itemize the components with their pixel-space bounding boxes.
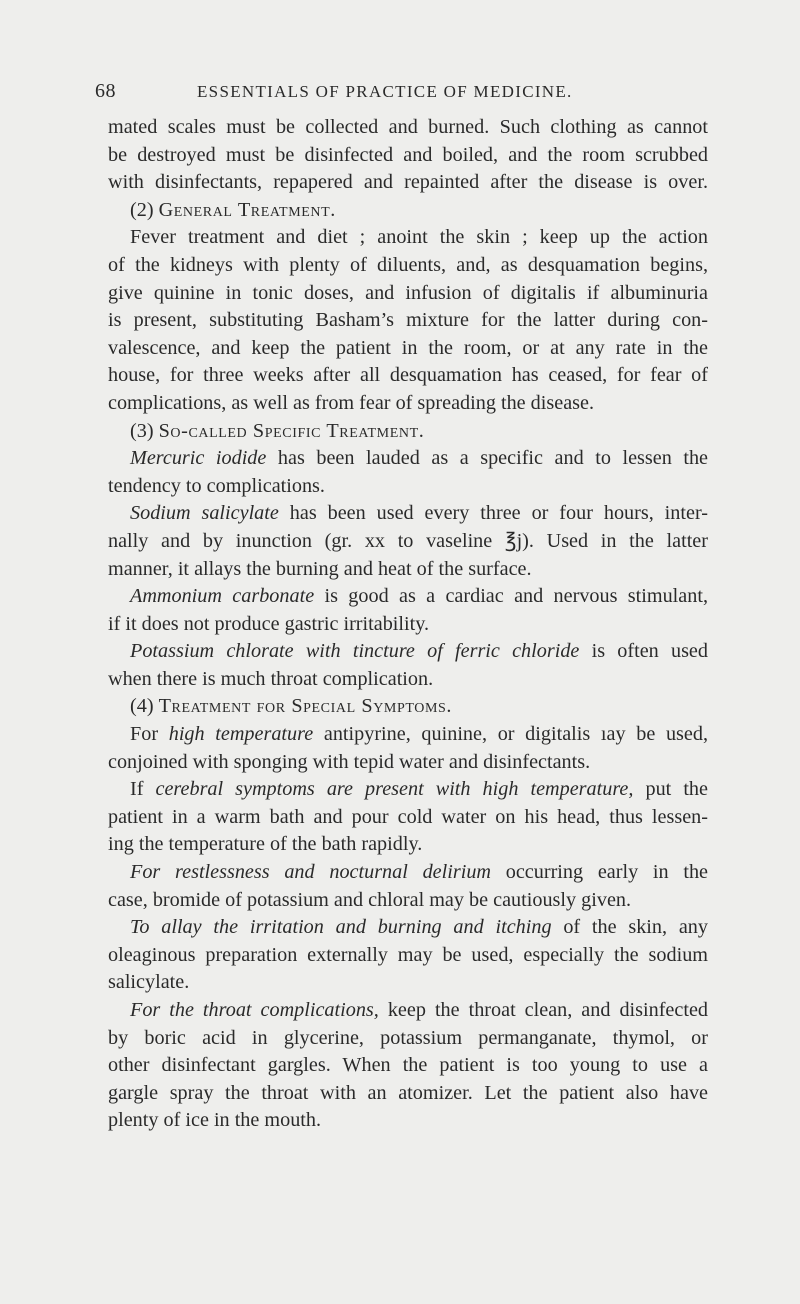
text-line <box>108 142 708 170</box>
text-run: (3) <box>130 419 159 442</box>
text-run: nally and by inunction (gr. xx to vaseline ℥j). Used in the latter <box>108 529 708 552</box>
text-run: plenty of ice in the mouth. <box>108 1109 322 1132</box>
text-run: Fever treatment and diet ; anoint the skin ; keep up the action <box>130 226 708 249</box>
text-run: complications, as well as from fear of spreading the disease. <box>108 391 595 414</box>
section-heading: General Treatment. <box>158 198 336 221</box>
section-heading: Treatment for Special Symptoms. <box>158 695 453 718</box>
text-line <box>108 721 708 749</box>
text-line <box>108 307 708 335</box>
text-run: conjoined with sponging with tepid water and disinfectants. <box>108 750 591 773</box>
text-line <box>108 280 708 308</box>
text-run: antipyrine, quinine, or digitalis ıay be used, <box>313 723 709 746</box>
text-run: manner, it allays the burning and heat of the surface. <box>108 557 532 580</box>
text-line <box>108 831 708 859</box>
text-line <box>108 362 708 390</box>
text-run: has been lauded as a specific and to lessen the <box>266 447 708 470</box>
section-heading: So-called Specific Treatment. <box>158 419 425 442</box>
italic-term: Ammonium carbonate <box>130 585 315 608</box>
text-line <box>108 942 708 970</box>
text-run: other disinfectant gargles. When the patient is too young to use a <box>108 1054 708 1077</box>
text-run: when there is much throat complication. <box>108 667 434 690</box>
italic-term: To allay the irritation and burning and itching <box>130 916 552 939</box>
text-run: occurring early in the <box>491 861 708 884</box>
body-text <box>108 114 708 1135</box>
text-run: patient in a warm bath and pour cold water on his head, thus lessen- <box>108 805 708 828</box>
text-run: keep the throat clean, and disinfected <box>378 999 709 1021</box>
text-run: For <box>130 723 169 746</box>
text-run: oleaginous preparation externally may be used, especially the sodium <box>108 943 708 966</box>
running-head: ESSENTIALS OF PRACTICE OF MEDICINE. <box>197 82 573 101</box>
text-line <box>108 914 708 942</box>
text-run: gargle spray the throat with an atomizer. Let the patient also have <box>108 1081 708 1104</box>
page-number: 68 <box>95 80 116 102</box>
text-line <box>108 666 708 694</box>
text-run: give quinine in tonic doses, and infusion of digitalis if albuminuria <box>108 281 708 304</box>
text-run: has been used every three or four hours, inter- <box>278 502 708 525</box>
text-run: with disinfectants, repapered and repainted after the disease is over. <box>108 171 708 194</box>
italic-term: Sodium salicylate <box>130 502 279 525</box>
text-line <box>108 445 708 473</box>
text-line <box>108 749 708 777</box>
text-line <box>108 197 708 225</box>
text-run: salicylate. <box>108 971 190 994</box>
text-run: is present, substituting Basham’s mixture for the latter during con- <box>108 309 708 332</box>
text-line <box>108 1052 708 1080</box>
text-line <box>108 473 708 501</box>
text-line <box>108 252 708 280</box>
text-line <box>108 804 708 832</box>
text-run: ing the temperature of the bath rapidly. <box>108 833 423 856</box>
italic-term: Mercuric iodide <box>130 447 267 470</box>
text-run: is good as a cardiac and nervous stimulant, <box>314 585 708 608</box>
text-run: of the skin, any <box>551 916 708 939</box>
text-line <box>108 1025 708 1053</box>
text-run: valescence, and keep the patient in the room, or at any rate in the <box>108 336 708 359</box>
text-run: put the <box>633 778 708 801</box>
text-line <box>108 969 708 997</box>
italic-term: For the throat complications, <box>130 999 379 1021</box>
text-line <box>108 611 708 639</box>
text-line <box>108 335 708 363</box>
italic-term: For restlessness and nocturnal delirium <box>130 861 491 884</box>
text-run: is often used <box>579 640 708 663</box>
text-line <box>108 859 708 887</box>
text-run: (2) <box>130 198 159 221</box>
text-line <box>108 887 708 915</box>
text-line <box>108 997 708 1025</box>
text-line <box>108 390 708 418</box>
italic-term: Potassium chlorate with tincture of ferric chloride <box>130 640 580 663</box>
text-run: tendency to complications. <box>108 474 325 497</box>
text-run: be destroyed must be disinfected and boiled, and the room scrubbed <box>108 143 708 166</box>
text-line <box>108 169 708 197</box>
text-line <box>108 500 708 528</box>
text-line <box>108 418 708 446</box>
text-line <box>108 528 708 556</box>
text-run: house, for three weeks after all desquamation has ceased, for fear of <box>108 364 708 387</box>
text-line <box>108 114 708 142</box>
text-line <box>108 583 708 611</box>
text-run: mated scales must be collected and burned. Such clothing as cannot <box>108 116 708 138</box>
text-line <box>108 638 708 666</box>
text-run: if it does not produce gastric irritability. <box>108 612 430 635</box>
text-run: by boric acid in glycerine, potassium permanganate, thymol, or <box>108 1026 708 1049</box>
text-line <box>108 1080 708 1108</box>
text-line <box>108 693 708 721</box>
text-run: case, bromide of potassium and chloral may be cautiously given. <box>108 888 632 911</box>
text-line <box>108 1107 708 1135</box>
italic-term: cerebral symptoms are present with high temperature, <box>155 778 634 801</box>
page-header <box>0 80 800 106</box>
italic-term: high temperature <box>168 723 314 746</box>
text-run: (4) <box>130 695 159 718</box>
text-run: If <box>130 778 156 801</box>
text-run: of the kidneys with plenty of diluents, and, as desquamation begins, <box>108 253 708 276</box>
text-line <box>108 556 708 584</box>
text-line <box>108 224 708 252</box>
text-line <box>108 776 708 804</box>
